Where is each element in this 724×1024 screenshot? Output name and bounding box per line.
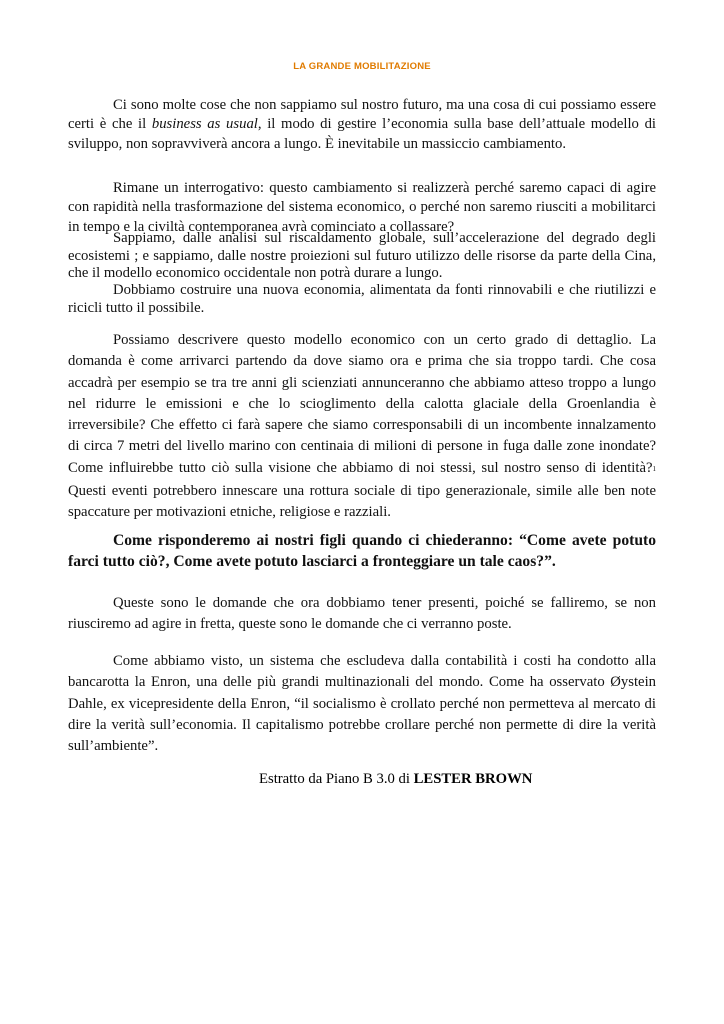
paragraph-3: Sappiamo, dalle analisi sul riscaldamento globale, sull’accelerazione del degrado degli ecosistemi ; e sappiamo, dalle nostre proiezioni sul futuro utilizzo delle risorse da parte della Cina, che il modello economico occidentale non potrà durare a lungo. <box>68 230 656 281</box>
source-attribution <box>259 771 532 788</box>
document-page <box>68 0 656 1024</box>
author-name: LESTER BROWN <box>413 771 533 787</box>
paragraph-1-text-a: Ci sono molte cose che non sappiamo sul nostro futuro, ma una cosa di cui possiamo essere certi è che il <box>68 97 656 133</box>
paragraph-1-emphasis: business as usual <box>151 116 258 133</box>
document-title: LA GRANDE MOBILITAZIONE <box>293 61 431 72</box>
paragraph-5 <box>68 330 656 524</box>
paragraph-2: Rimane un interrogativo: questo cambiamento si realizzerà perché saremo capaci di agire con rapidità nella trasformazione del sistema economico, o perché non saremo riusciti a mobilitarci in tempo e la civiltà contemporanea avrà cominciato a collassare? <box>68 180 656 235</box>
paragraph-6-question: Come risponderemo ai nostri figli quando ci chiederanno: “Come avete potuto farci tutto ciò?, Come avete potuto lasciarci a fronteggiare un tale caos?”. <box>68 532 656 570</box>
attribution-prefix: Estratto da Piano B 3.0 di <box>259 771 414 787</box>
paragraph-1-text-b: , il modo di gestire l’economia sulla base dell’attuale modello di sviluppo, non sopravviverà ancora a lungo. È inevitabile un massiccio cambiamento. <box>68 116 656 152</box>
paragraph-7: Queste sono le domande che ora dobbiamo tener presenti, poiché se falliremo, se non riusciremo ad agire in fretta, queste sono le domande che ci verranno poste. <box>68 595 656 633</box>
paragraph-8: Come abbiamo visto, un sistema che escludeva dalla contabilità i costi ha condotto alla bancarotta la Enron, una delle più grandi multinazionali del mondo. Come ha osservato Øystein Dahle, ex vicepresidente della Enron, “il socialismo è crollato perché non permetteva al mercato di dire la verità sull’economia. Il capitalismo potrebbe crollare perché non permette di dire la verità sull’ambiente”. <box>68 653 656 755</box>
paragraph-1 <box>68 96 656 154</box>
paragraph-5-text-b: Questi eventi potrebbero innescare una rottura sociale di tipo generazionale, simile alle ben note spaccature per motivazioni etniche, religiose e razziali. <box>68 483 656 521</box>
paragraph-4: Dobbiamo costruire una nuova economia, alimentata da fonti rinnovabili e che riutilizzi e ricicli tutto il possibile. <box>68 282 656 316</box>
footnote-marker: 1 <box>652 464 656 473</box>
paragraph-5-text-a: Possiamo descrivere questo modello economico con un certo grado di dettaglio. La domanda è come arrivarci partendo da dove siamo ora e prima che sia troppo tardi. Che cosa accadrà per esempio se tra tre anni gli scienziati annunceranno che abbiamo atteso troppo a lungo nel ridurre le emissioni e che lo scioglimento della calotta glaciale della Groenlandia è irreversibile? Che effetto ci farà sapere che siamo corresponsabili di un incombente innalzamento di circa 7 metri del livello marino con centinaia di milioni di persone in fuga dalle zone inondate? Come influirebbe tutto ciò sulla visione che abbiamo di noi stessi, sul nostro senso di identità? <box>68 332 656 476</box>
